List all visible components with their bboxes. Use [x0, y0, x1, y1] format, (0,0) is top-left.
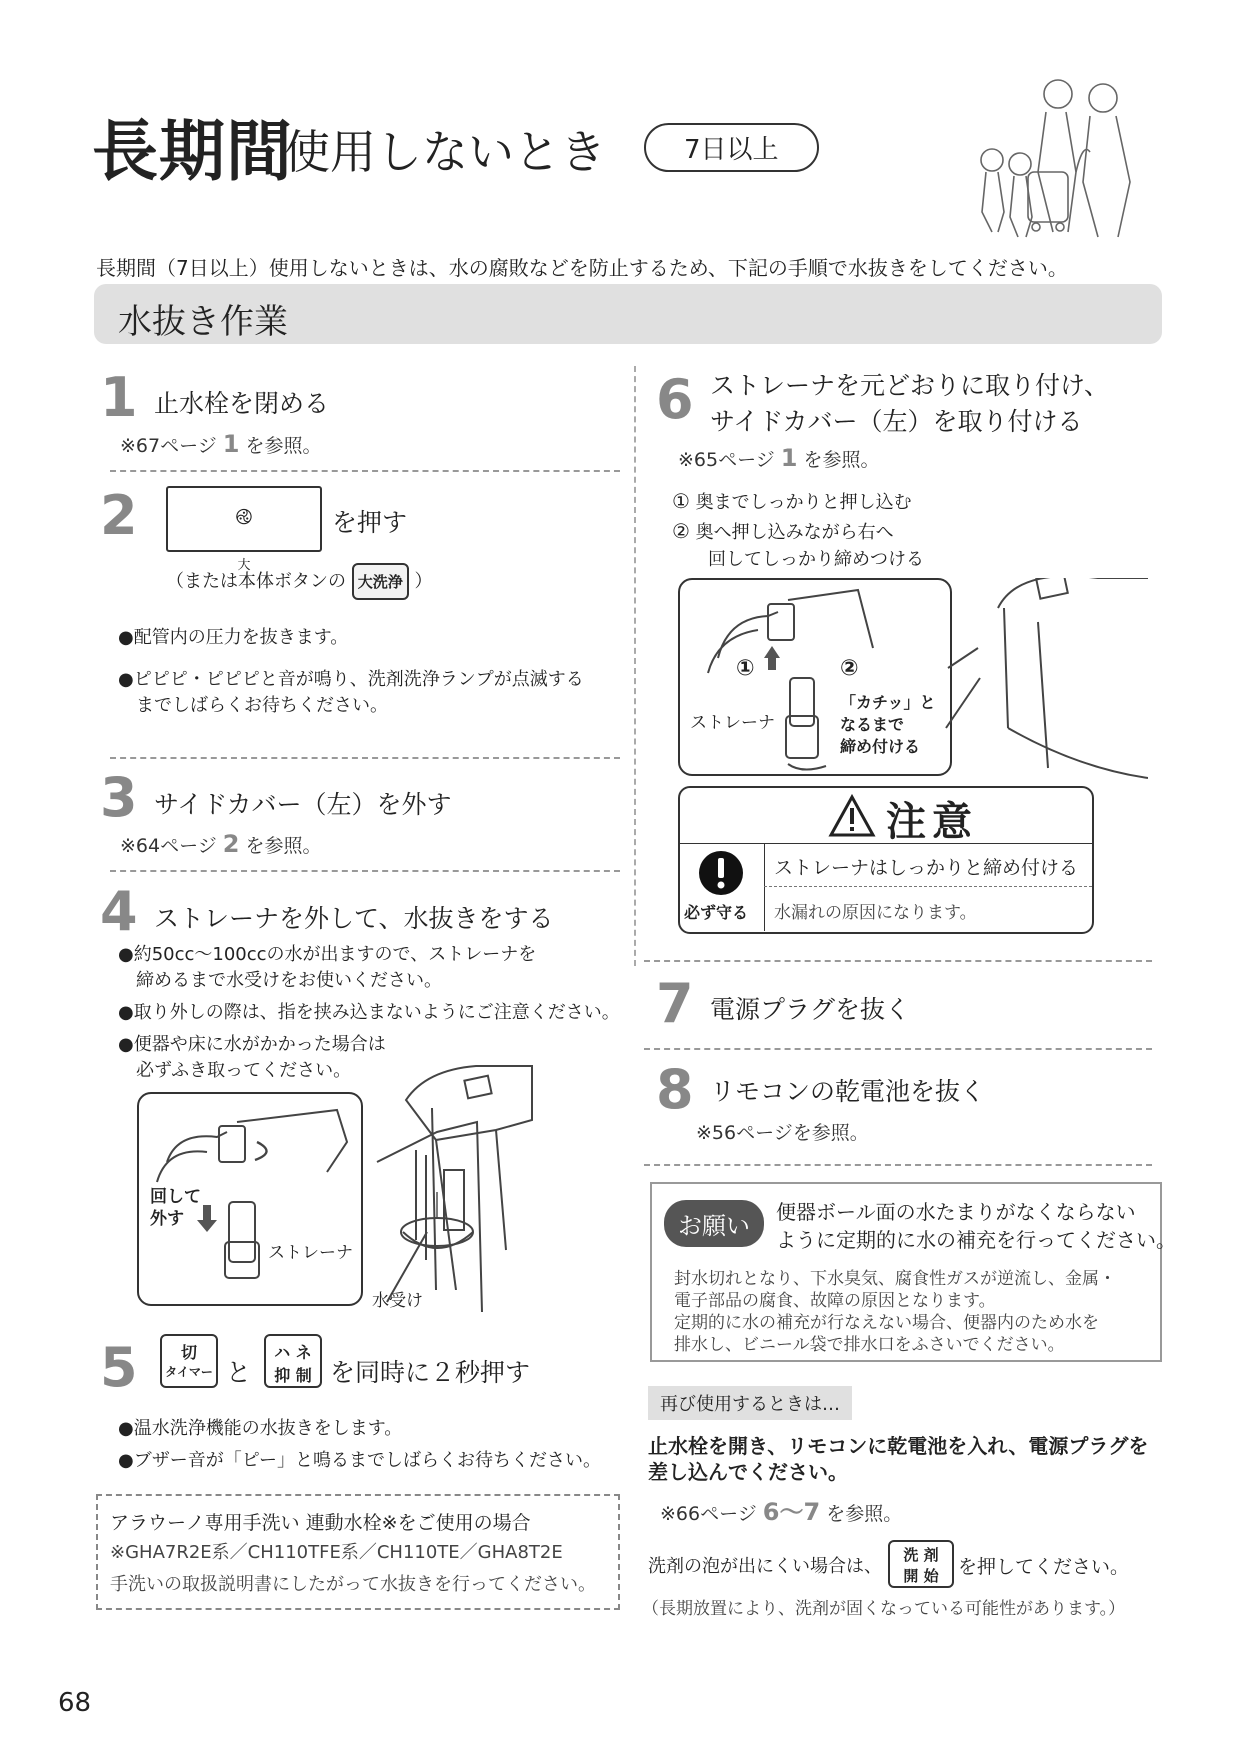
step-2-bullet-3: までしばらくお待ちください。	[136, 695, 388, 716]
fig-mark-2: ②	[840, 656, 859, 681]
step-6-number: 6	[656, 368, 694, 431]
reuse-ref	[660, 1492, 902, 1527]
fig-mark-1: ①	[736, 656, 755, 681]
divider	[110, 870, 620, 872]
reuse-foot: （長期放置により、洗剤が固くなっている可能性があります。）	[642, 1599, 1126, 1619]
note-body: 手洗いの取扱説明書にしたがって水抜きを行ってください。	[110, 1574, 596, 1595]
step-6-sub-1	[672, 488, 912, 514]
divider	[644, 1164, 1152, 1166]
page-title-rest: 使用しないとき	[284, 125, 606, 179]
fig-click-2: なるまで	[840, 715, 905, 734]
section-title: 水抜き作業	[118, 302, 288, 342]
request-body-2: 電子部品の腐食、故障の原因となります。	[674, 1291, 996, 1311]
key-bottom: タイマー	[165, 1365, 213, 1379]
request-head-1: 便器ボール面の水たまりがなくならない	[776, 1200, 1136, 1224]
step-4-bullet-2: 締めるまで水受けをお使いください。	[136, 970, 442, 991]
step-3-text: サイドカバー（左）を外す	[154, 790, 452, 819]
request-body-1: 封水切れとなり、下水臭気、腐食性ガスが逆流し、金属・	[674, 1269, 1116, 1289]
alt-prefix: （または本体ボタンの	[166, 571, 346, 592]
step-2-text: を押す	[332, 508, 408, 537]
exclamation-circle-icon	[698, 850, 744, 896]
body-flush-button[interactable]: 大洗浄	[352, 563, 409, 600]
button-label: 大	[237, 558, 251, 573]
step-6-sub-2	[672, 518, 894, 544]
divider	[644, 960, 1152, 962]
step-8-number: 8	[656, 1058, 694, 1121]
caution-title: 注意	[886, 799, 978, 845]
sub-text: 奥までしっかりと押し込む	[695, 492, 912, 513]
note-title: アラウーノ専用手洗い 連動水栓※をご使用の場合	[110, 1512, 531, 1534]
step-6-text-1: ストレーナを元どおりに取り付け、	[710, 371, 1110, 400]
ref-prefix: ※66ページ	[660, 1503, 757, 1525]
reuse-foam-text: 洗剤の泡が出にくい場合は、	[648, 1556, 882, 1577]
fig-strainer-label-2: ストレーナ	[690, 713, 775, 733]
divider	[110, 470, 620, 472]
toilet-side-drawing	[396, 1060, 536, 1290]
fig-tray-label: 水受け	[372, 1291, 423, 1311]
ref-suffix: を参照。	[803, 449, 880, 471]
step-5-bullet-1: ●温水洗浄機能の水抜きをします。	[118, 1418, 403, 1439]
caution-body: 水漏れの原因になります。	[774, 903, 977, 923]
reuse-text-2: 差し込んでください。	[648, 1460, 848, 1484]
sub-text: 奥へ押し込みながら右へ	[695, 522, 894, 543]
step-4-bullet-5: 必ずふき取ってください。	[136, 1060, 352, 1081]
ref-prefix: ※65ページ	[678, 449, 775, 471]
request-body-3: 定期的に水の補充が行なえない場合、便器内のため水を	[674, 1313, 1099, 1333]
ref-suffix: を参照。	[826, 1503, 903, 1525]
request-head-2: ように定期的に水の補充を行ってください。	[776, 1228, 1176, 1252]
ref-suffix: を参照。	[245, 435, 322, 457]
page-title-bold: 長期間	[92, 113, 293, 190]
caution-must-label: 必ず守る	[684, 903, 749, 922]
step-6-ref	[678, 444, 880, 472]
step-4-bullet-3: ●取り外しの際は、指を挟み込まないようにご注意ください。	[118, 1002, 620, 1023]
key-top: ハ ネ	[274, 1343, 312, 1362]
step-1-number: 1	[100, 366, 138, 429]
step-1-text: 止水栓を閉める	[154, 389, 330, 418]
timer-off-button[interactable]	[160, 1334, 218, 1388]
fig-remove-label: 外す	[150, 1209, 184, 1229]
divider	[110, 757, 620, 759]
step-4-text: ストレーナを外して、水抜きをする	[154, 904, 554, 933]
caution-head: ストレーナはしっかりと締め付ける	[774, 857, 1079, 879]
ref-number: 1	[780, 444, 798, 472]
step-5-text: を同時に２秒押す	[330, 1358, 531, 1387]
step-6-text-2: サイドカバー（左）を取り付ける	[710, 407, 1083, 436]
column-divider	[634, 366, 636, 966]
reuse-text-1: 止水栓を開き、リモコンに乾電池を入れ、電源プラグを	[648, 1434, 1149, 1458]
key-top: 洗 剤	[903, 1546, 939, 1564]
reuse-title: 再び使用するときは…	[648, 1386, 852, 1420]
step-2-number: 2	[100, 484, 138, 547]
alt-suffix: ）	[414, 571, 433, 592]
sub-mark: ①	[672, 489, 690, 513]
key-bottom: 抑 制	[274, 1366, 312, 1385]
step-3-ref	[120, 830, 322, 858]
key-bottom: 開 始	[903, 1567, 939, 1585]
divider	[644, 1048, 1152, 1050]
fig-strainer-label: ストレーナ	[268, 1243, 353, 1263]
family-illustration	[958, 72, 1148, 242]
request-badge: お願い	[664, 1200, 764, 1247]
sub-mark: ②	[672, 519, 690, 543]
step-2-bullet-2: ●ピピピ・ピピピと音が鳴り、洗剤洗浄ランプが点滅する	[118, 669, 584, 690]
step-2-alt	[166, 563, 432, 600]
step-2-bullet-1: ●配管内の圧力を抜きます。	[118, 627, 349, 648]
step-7-number: 7	[656, 972, 694, 1035]
step-4-bullet-4: ●便器や床に水がかかった場合は	[118, 1034, 386, 1055]
request-body-4: 排水し、ビニール袋で排水口をふさいでください。	[674, 1335, 1065, 1355]
detergent-start-button[interactable]	[888, 1540, 954, 1588]
note-models: ※GHA7R2E系／CH110TFE系／CH110TE／GHA8T2E	[110, 1542, 563, 1563]
ref-number: 2	[222, 830, 240, 858]
remote-flush-large-button[interactable]	[166, 486, 322, 573]
caution-divider-h	[764, 886, 1092, 887]
fig-turn-label: 回して	[150, 1187, 201, 1207]
step-8-text: リモコンの乾電池を抜く	[710, 1077, 986, 1106]
intro-text: 長期間（7日以上）使用しないときは、水の腐敗などを防止するため、下記の手順で水抜きをしてください。	[96, 256, 1068, 280]
fig-click-1: 「カチッ」と	[840, 693, 936, 712]
step-6-sub-2b: 回してしっかり締めつける	[708, 549, 924, 570]
step-4-bullet-1: ●約50cc〜100ccの水が出ますので、ストレーナを	[118, 944, 537, 965]
step-5-bullet-2: ●ブザー音が「ピー」と鳴るまでしばらくお待ちください。	[118, 1450, 601, 1471]
key-top: 切	[180, 1343, 197, 1362]
ref-prefix: ※64ページ	[120, 835, 217, 857]
ref-number: 6〜7	[762, 1498, 821, 1526]
step-8-ref: ※56ページを参照。	[696, 1122, 869, 1144]
step-7-text: 電源プラグを抜く	[710, 995, 911, 1024]
step-1-ref	[120, 430, 322, 458]
splash-control-button[interactable]	[264, 1334, 322, 1388]
step-5-and: と	[226, 1358, 252, 1387]
step-3-number: 3	[100, 766, 138, 829]
warning-triangle-icon	[828, 794, 876, 838]
duration-badge: 7日以上	[644, 123, 819, 172]
caution-header-line	[678, 843, 1092, 844]
step-4-number: 4	[100, 880, 138, 943]
ref-number: 1	[222, 430, 240, 458]
ref-suffix: を参照。	[245, 835, 322, 857]
step-5-number: 5	[100, 1336, 138, 1399]
page-number: 68	[58, 1688, 92, 1718]
fig-click-3: 締め付ける	[840, 737, 921, 756]
ref-prefix: ※67ページ	[120, 435, 217, 457]
caution-divider-v	[764, 843, 765, 931]
reuse-foam-post: を押してください。	[958, 1556, 1130, 1578]
swirl-icon: ࿋	[235, 505, 253, 530]
